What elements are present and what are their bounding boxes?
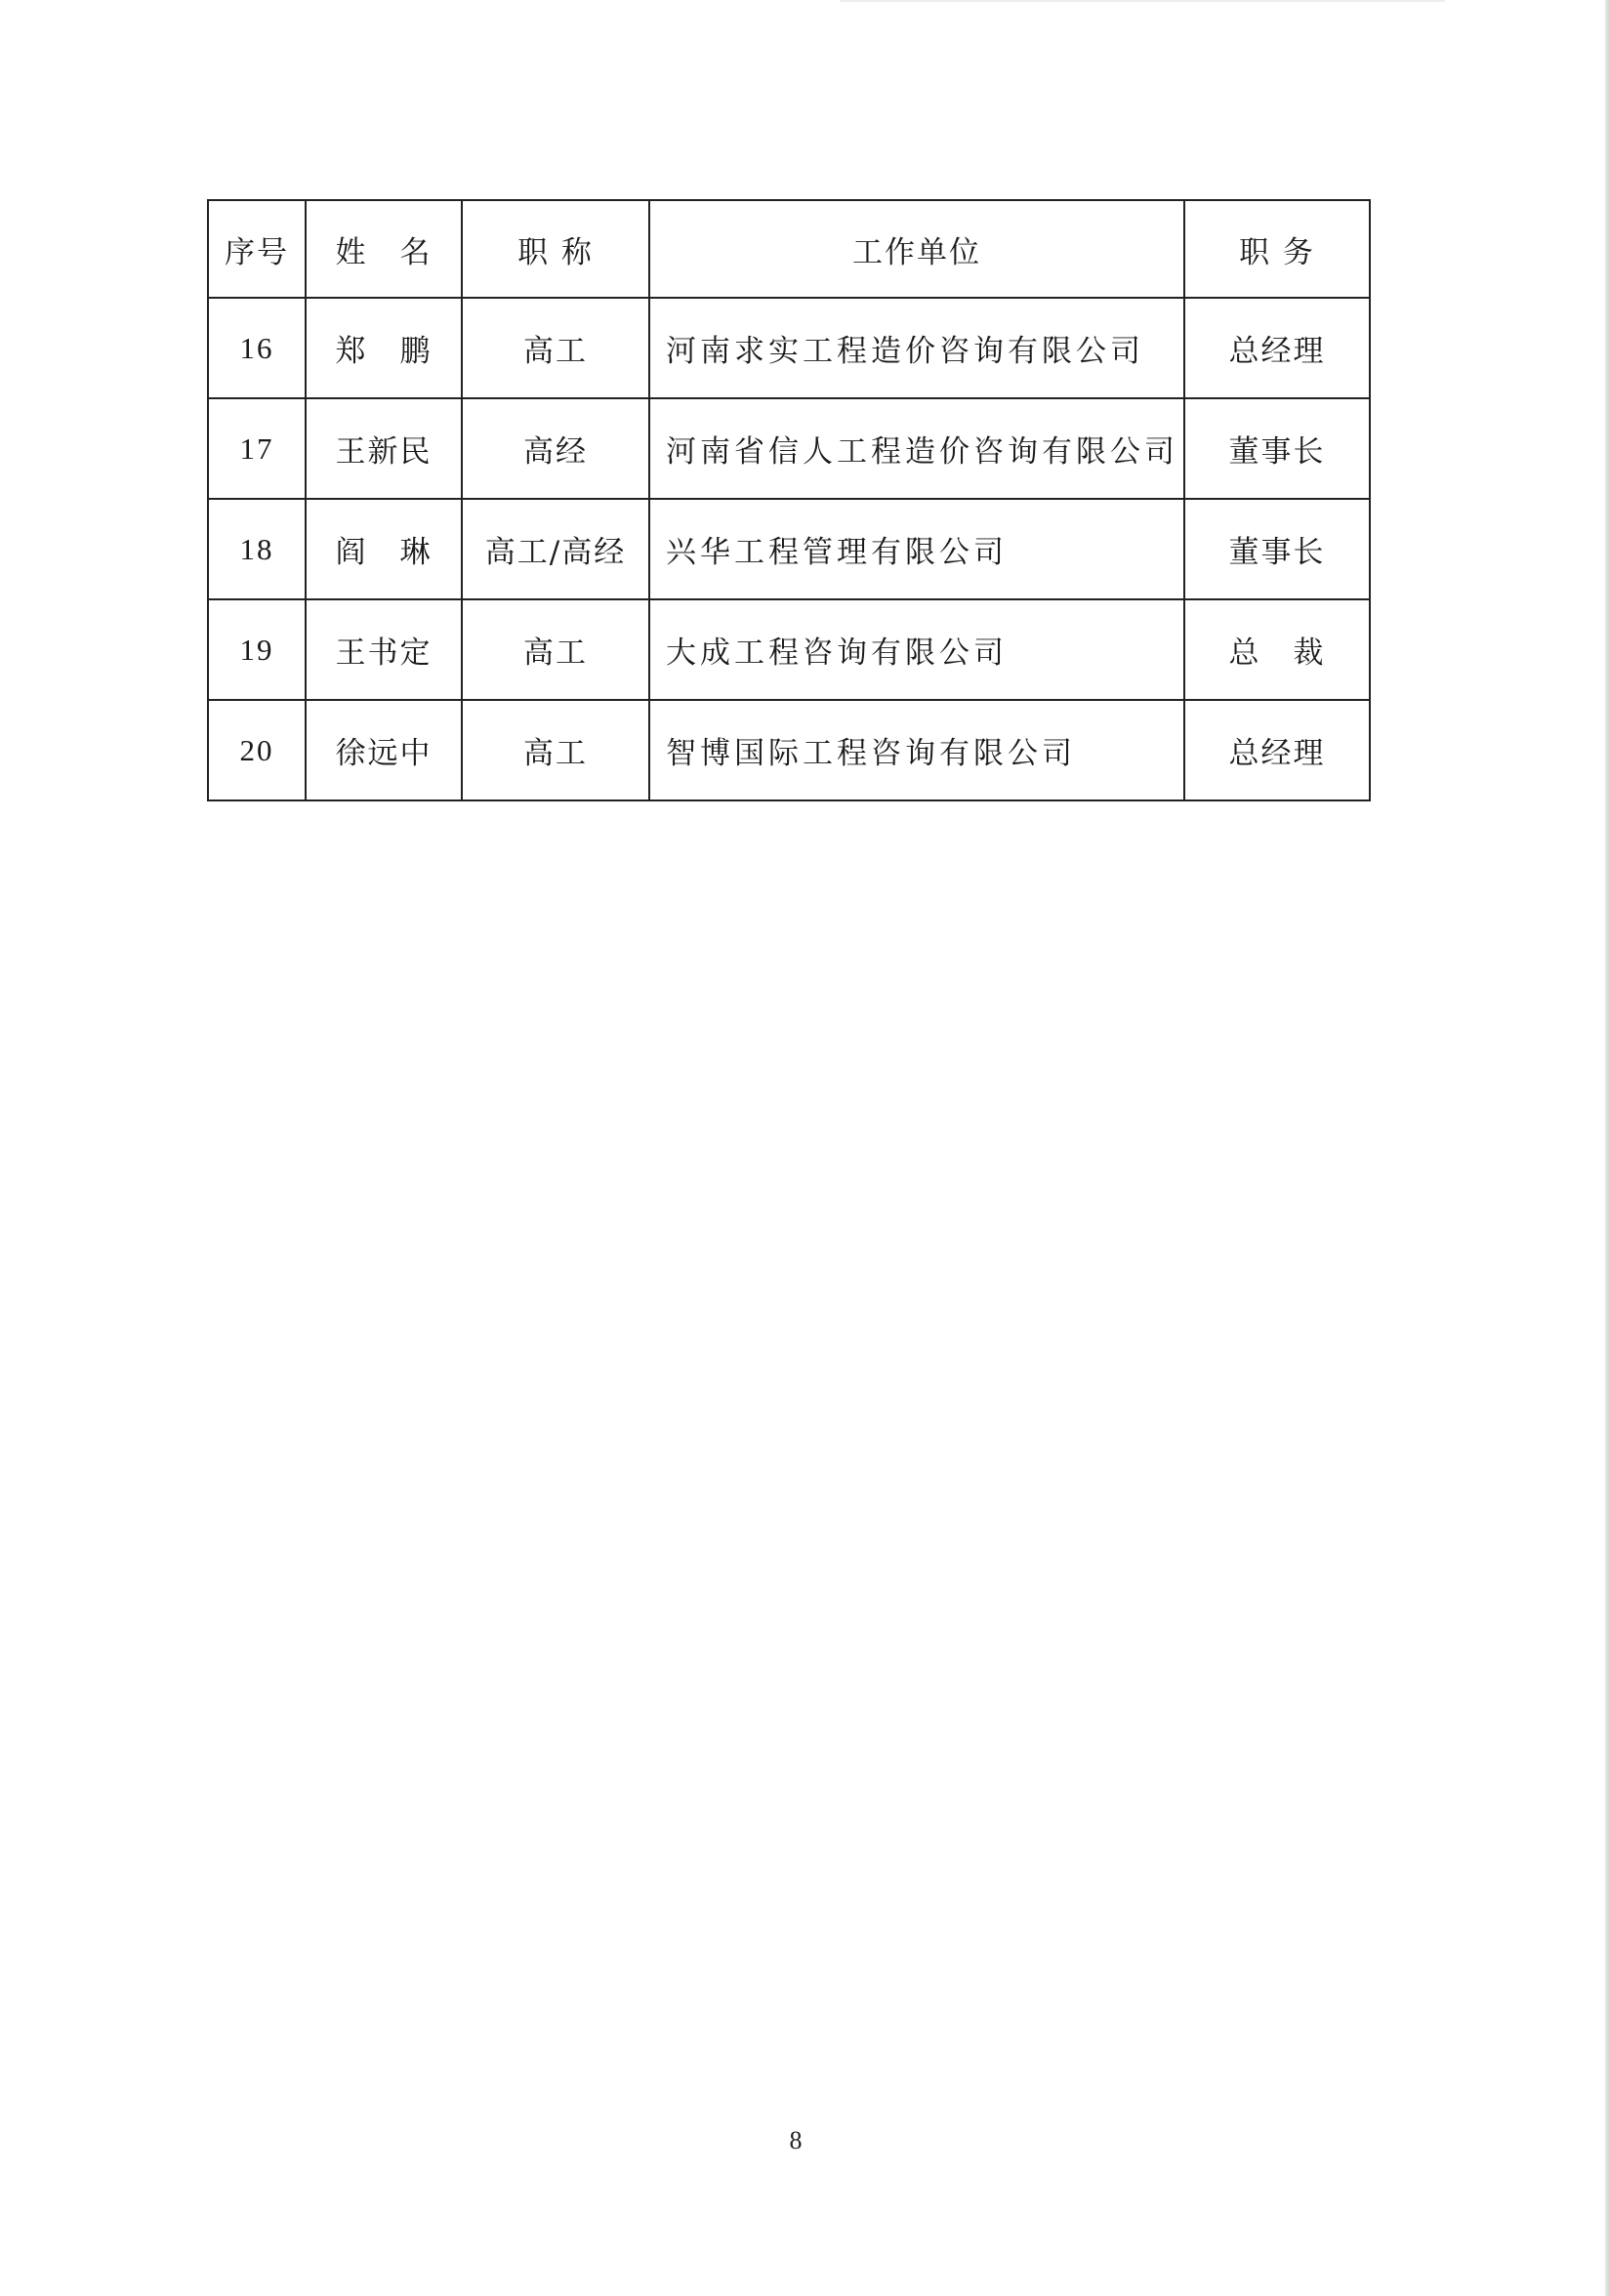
table-row: [208, 398, 1370, 499]
cell-unit: 大成工程咨询有限公司: [649, 599, 1184, 700]
cell-name: 徐远中: [306, 700, 462, 800]
cell-title: 高工: [462, 700, 649, 800]
cell-unit: 河南求实工程造价咨询有限公司: [649, 298, 1184, 398]
expert-roster-table: [207, 199, 1371, 801]
cell-name: 王新民: [306, 398, 462, 499]
header-no: 序号: [208, 200, 306, 298]
cell-name: 郑 鹏: [306, 298, 462, 398]
cell-unit: 兴华工程管理有限公司: [649, 499, 1184, 599]
table-row: [208, 499, 1370, 599]
table-row: [208, 298, 1370, 398]
cell-no: 16: [208, 298, 306, 398]
cell-position: 总 裁: [1184, 599, 1370, 700]
header-name: 姓 名: [306, 200, 462, 298]
cell-position: 总经理: [1184, 298, 1370, 398]
scan-top-edge: [840, 0, 1445, 2]
header-title: 职 称: [462, 200, 649, 298]
cell-position: 董事长: [1184, 398, 1370, 499]
table-header-row: [208, 200, 1370, 298]
header-position: 职 务: [1184, 200, 1370, 298]
cell-no: 19: [208, 599, 306, 700]
page-number: 8: [789, 2126, 803, 2154]
cell-no: 17: [208, 398, 306, 499]
cell-title: 高经: [462, 398, 649, 499]
cell-position: 总经理: [1184, 700, 1370, 800]
cell-no: 20: [208, 700, 306, 800]
cell-name: 阎 琳: [306, 499, 462, 599]
cell-title: 高工: [462, 599, 649, 700]
scan-right-edge: [1605, 0, 1609, 2296]
table-row: [208, 599, 1370, 700]
header-unit: 工作单位: [649, 200, 1184, 298]
table-row: [208, 700, 1370, 800]
cell-no: 18: [208, 499, 306, 599]
cell-title: 高工/高经: [462, 499, 649, 599]
cell-unit: 河南省信人工程造价咨询有限公司: [649, 398, 1184, 499]
cell-name: 王书定: [306, 599, 462, 700]
cell-position: 董事长: [1184, 499, 1370, 599]
cell-title: 高工: [462, 298, 649, 398]
cell-unit: 智博国际工程咨询有限公司: [649, 700, 1184, 800]
